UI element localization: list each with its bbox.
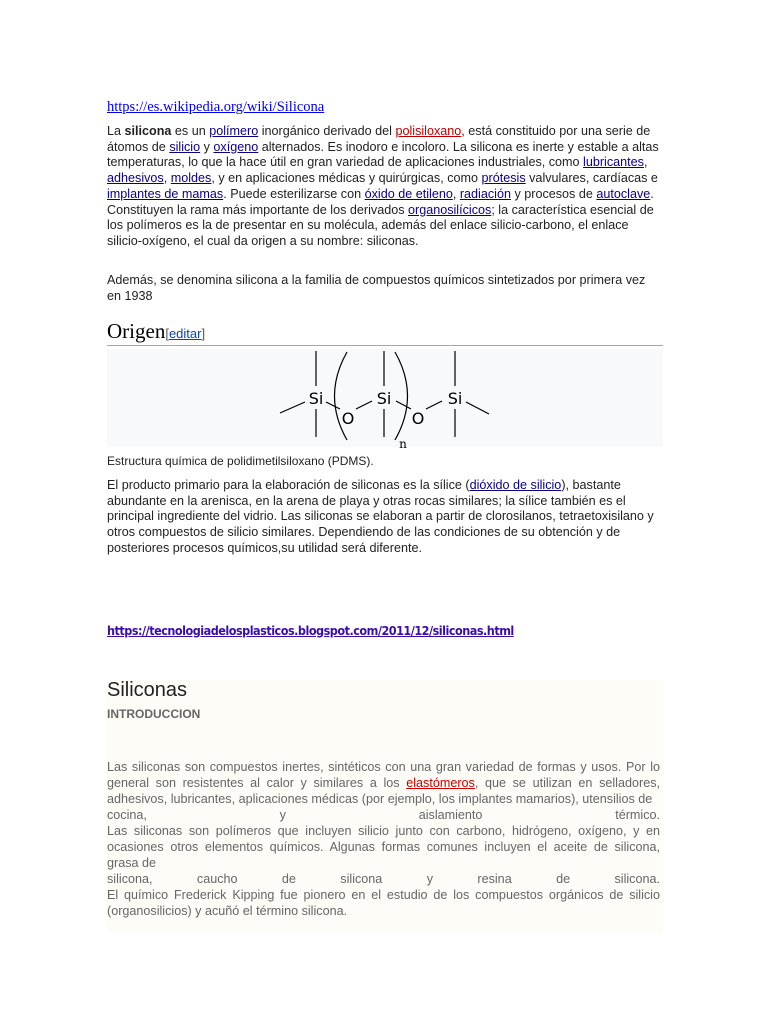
- section-heading-origen: [107, 319, 663, 346]
- subscript-n: n: [399, 437, 407, 449]
- text: ; la característica esencial de los polímeros es la de presentar en su molécula, además del enlace silicio-carbono, el enlace silicio-oxígeno, el cual da origen a su nombre: siliconas.: [107, 202, 654, 248]
- text: , y en aplicaciones médicas y quirúrgicas, como: [211, 171, 482, 186]
- intro-paragraph: [107, 124, 662, 250]
- text: ), bastante abundante en la arenisca, en la arena de playa y otras rocas similares; la sílice también es el principal ingrediente del vidrio. Las siliconas se elaboran a partir de clorosilanos, tetraetoxisilano y otros compuestos de silicio similares. Dependiendo de las condiciones de su obtención y de posteriores procesos químicos,su utilidad será diferente.: [107, 478, 654, 555]
- atom-si: Si: [447, 389, 463, 408]
- text: y procesos de: [510, 186, 597, 201]
- text: y: [200, 139, 214, 154]
- blog-subtitle: INTRODUCCION: [107, 707, 201, 721]
- justified-line: cocina, y aislamiento térmico.: [107, 808, 660, 822]
- atom-si: Si: [376, 389, 392, 408]
- link-oxido-de-etileno[interactable]: óxido de etileno: [364, 186, 453, 201]
- link-oxigeno[interactable]: oxígeno: [213, 139, 259, 154]
- link-radiacion[interactable]: radiación: [459, 186, 511, 201]
- text: es un: [171, 124, 210, 138]
- link-lubricantes[interactable]: lubricantes: [583, 155, 644, 170]
- link-moldes[interactable]: moldes: [170, 171, 212, 186]
- paragraph-silice: [107, 478, 662, 557]
- bold-term: silicona: [124, 124, 172, 138]
- text: inorgánico derivado del: [258, 124, 396, 138]
- link-silicio[interactable]: silicio: [169, 139, 201, 154]
- text: ,: [643, 155, 648, 170]
- text: , está constituido por una serie de átomos de: [107, 124, 651, 154]
- edit-link[interactable]: editar: [168, 326, 202, 341]
- link-organosiliceos[interactable]: organosilícicos: [408, 202, 492, 217]
- text: El químico Frederick Kipping fue pionero en el estudio de los compuestos orgánicos de silicio (organosilicios) y acuñó el término silicona.: [107, 888, 660, 918]
- blog-title: Siliconas: [107, 679, 188, 701]
- source-url-blog[interactable]: https://tecnologiadelosplasticos.blogspot.com/2011/12/siliconas.html: [107, 623, 514, 638]
- text: valvulares, cardíacas e: [525, 171, 658, 186]
- link-implantes-de-mamas[interactable]: implantes de mamas: [107, 186, 224, 201]
- bracket-open: [: [165, 326, 169, 341]
- heading-title: Origen: [107, 319, 166, 343]
- atom-o: O: [411, 409, 425, 428]
- atom-o: O: [341, 409, 355, 428]
- bracket-close: ]: [201, 326, 206, 341]
- paragraph-1938: Además, se denomina silicona a la familia de compuestos químicos sintetizados por primera vez en 1938: [107, 273, 646, 303]
- blog-body: [107, 759, 660, 919]
- text: La: [107, 124, 125, 138]
- atom-si: Si: [308, 389, 324, 408]
- text: ,: [163, 171, 171, 186]
- edit-section: [165, 326, 205, 341]
- text: . Constituyen la rama más importante de los derivados: [107, 186, 654, 217]
- justified-line: silicona, caucho de silicona y resina de silicona.: [107, 872, 660, 886]
- text: , que se utilizan en selladores, adhesivos, lubricantes, aplicaciones médicas (por ejemplo, los implantes mamarios), utensilios de: [107, 776, 660, 806]
- link-polimero[interactable]: polímero: [209, 124, 259, 138]
- link-autoclave[interactable]: autoclave: [596, 186, 651, 201]
- source-url-wikipedia[interactable]: https://es.wikipedia.org/wiki/Silicona: [107, 99, 325, 115]
- link-elastomeros[interactable]: elastómeros: [406, 776, 475, 790]
- text: ,: [452, 186, 460, 201]
- link-protesis[interactable]: prótesis: [481, 171, 526, 186]
- pdms-structure-diagram: [270, 349, 496, 449]
- text: . Puede esterilizarse con: [223, 186, 365, 201]
- text: Las siliconas son compuestos inertes, sintéticos con una gran variedad de formas y usos. Por lo general son resistentes al calor y similares a los: [107, 760, 660, 790]
- figure-caption: Estructura química de polidimetilsiloxano (PDMS).: [107, 454, 374, 468]
- text: El producto primario para la elaboración de siliconas es la sílice (: [107, 478, 470, 492]
- link-dioxido-de-silicio[interactable]: dióxido de silicio: [469, 478, 562, 492]
- text: alternados. Es inodoro e incoloro. La silicona es inerte y estable a altas temperaturas, lo que la hace útil en gran variedad de aplicaciones industriales, como: [107, 139, 659, 170]
- link-polisiloxano[interactable]: polisiloxano: [395, 124, 462, 138]
- text: Las siliconas son polímeros que incluyen silicio junto con carbono, hidrógeno, oxígeno, y en ocasiones otros elementos químicos. Algunas formas comunes incluyen el aceite de silicona, grasa de: [107, 824, 660, 870]
- link-adhesivos[interactable]: adhesivos: [107, 171, 164, 186]
